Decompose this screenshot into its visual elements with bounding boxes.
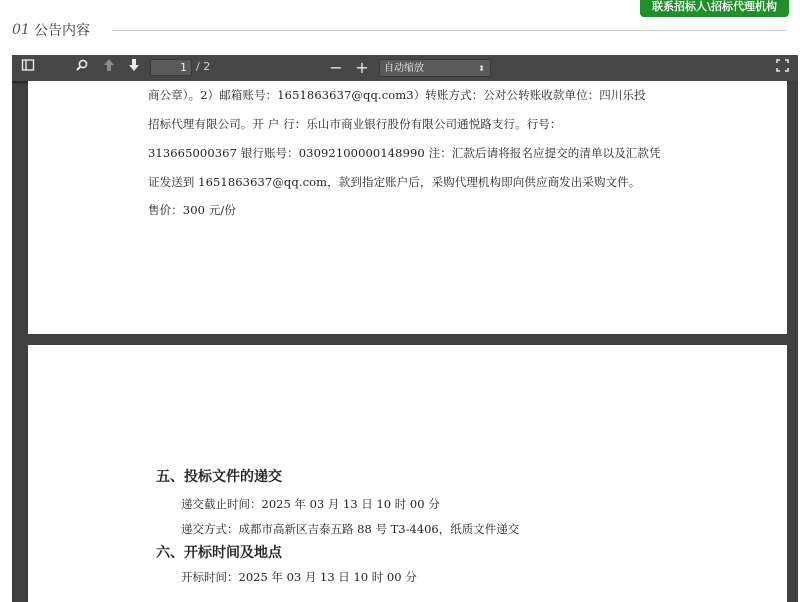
pdf-page-1 — [28, 81, 787, 334]
pdf-page-2 — [28, 345, 787, 602]
sidebar-toggle-icon[interactable] — [18, 58, 38, 78]
contact-tenderer-button[interactable]: 联系招标人\招标代理机构 — [640, 0, 789, 17]
section-title: 公告内容 — [34, 23, 90, 39]
submission-method: 递交方式：成都市高新区吉泰五路 88 号 T3-4406，纸质文件递交 — [181, 522, 520, 536]
scrollbar-track[interactable] — [788, 81, 798, 602]
section-divider — [112, 30, 786, 31]
search-icon[interactable] — [72, 58, 92, 78]
zoom-select[interactable] — [379, 59, 491, 77]
section-header — [0, 0, 800, 55]
fullscreen-icon[interactable] — [772, 58, 792, 78]
page1-line: 商公章）。2）邮箱账号：1651863637@qq.com3）转账方式：公对公转账收款单位：四川乐投 — [148, 88, 646, 102]
previous-page-icon[interactable] — [99, 58, 119, 78]
page1-line: 313665000367 银行账号：03092100000148990 注：汇款后请将报名应提交的清单以及汇款凭 — [148, 146, 661, 160]
next-page-icon[interactable] — [124, 58, 144, 78]
zoom-select-label: 自动缩放 — [384, 63, 424, 74]
page1-line: 证发送到 1651863637@qq.com，款到指定账户后，采购代理机构即向供应商发出采购文件。 — [148, 175, 641, 189]
zoom-out-icon[interactable]: − — [329, 58, 343, 77]
select-arrows-icon: ⬍ — [478, 64, 485, 73]
submission-deadline: 递交截止时间：2025 年 03 月 13 日 10 时 00 分 — [181, 497, 440, 511]
page-number-input[interactable]: 1 — [150, 59, 192, 76]
section6-heading: 六、开标时间及地点 — [156, 545, 282, 561]
pdf-toolbar — [12, 55, 798, 82]
page1-line: 招标代理有限公司。开 户 行：乐山市商业银行股份有限公司通悦路支行。行号： — [148, 117, 562, 131]
section5-heading: 五、投标文件的递交 — [156, 469, 282, 485]
page1-line: 售价：300 元/份 — [148, 203, 236, 217]
pdf-viewer — [12, 55, 798, 602]
section-number: 01 — [12, 22, 30, 38]
zoom-in-icon[interactable]: + — [355, 58, 369, 77]
page-total: / 2 — [196, 60, 211, 73]
opening-time: 开标时间：2025 年 03 月 13 日 10 时 00 分 — [181, 570, 417, 584]
